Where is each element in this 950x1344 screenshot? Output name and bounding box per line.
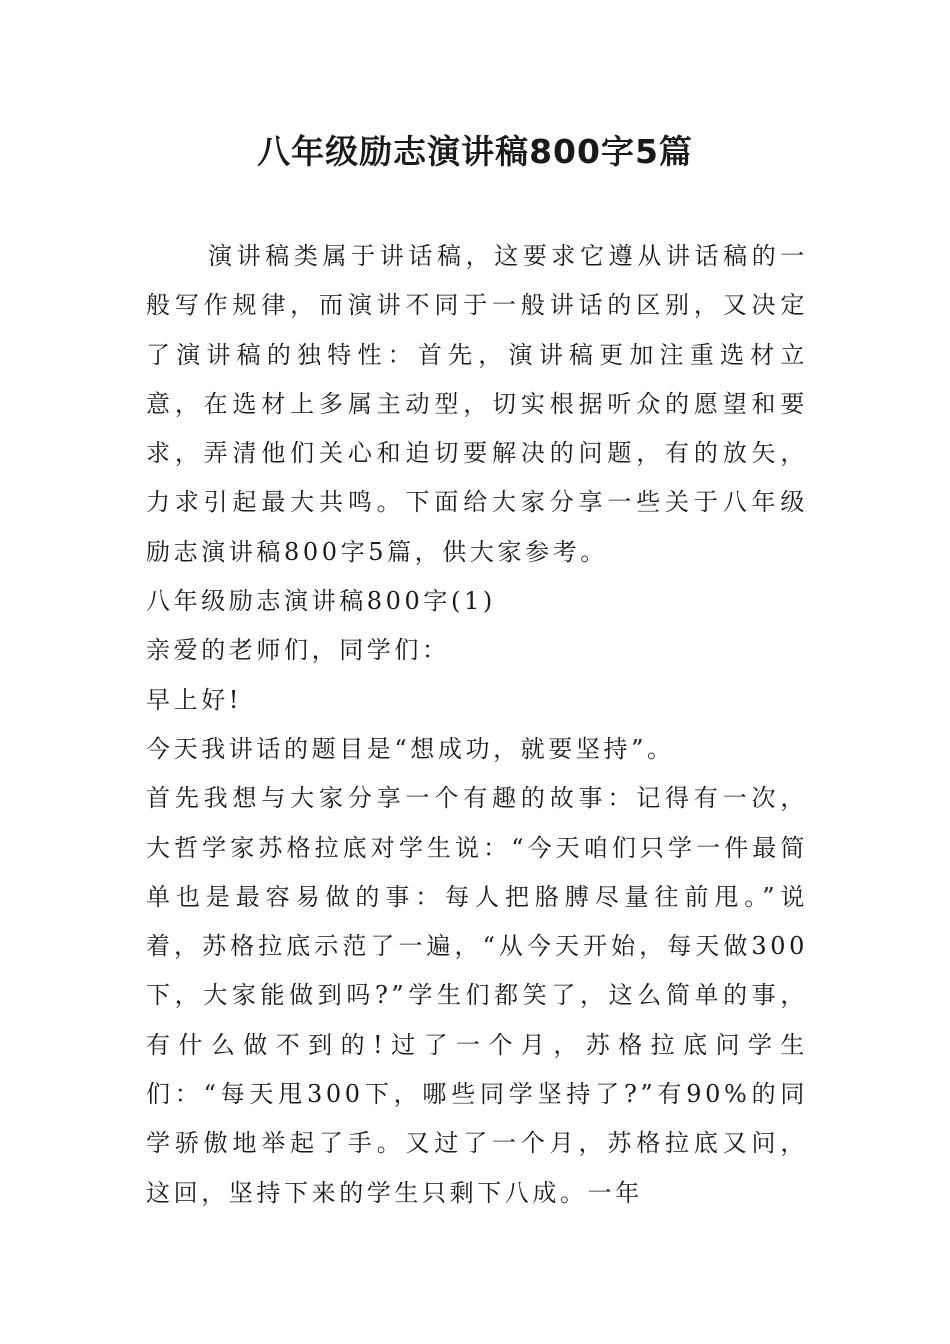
section-heading: 八年级励志演讲稿800字(1) (146, 587, 496, 616)
greeting-paragraph: 早上好! (146, 685, 243, 714)
salutation-paragraph: 亲爱的老师们，同学们： (146, 636, 450, 665)
story-paragraph: 首先我想与大家分享一个有趣的故事：记得有一次，大哲学家苏格拉底对学生说：“今天咱们只学一件最简单也是最容易做的事：每人把胳膊尽量往前甩。”说着，苏格拉底示范了一遍，“从今天开始，每天做300下，大家能做到吗?”学生们都笑了，这么简单的事，有什么做不到的!过了一个月，苏格拉底问学生们：“每天甩300下，哪些同学坚持了?”有90%的同学骄傲地举起了手。又过了一个月，苏格拉底又问，这回，坚持下来的学生只剩下八成。一年 (146, 784, 808, 1207)
document-title: 八年级励志演讲稿800字5篇 (257, 132, 693, 171)
document-body (146, 232, 808, 1218)
intro-paragraph: 演讲稿类属于讲话稿，这要求它遵从讲话稿的一般写作规律，而演讲不同于一般讲话的区别，又决定了演讲稿的独特性：首先，演讲稿更加注重选材立意，在选材上多属主动型，切实根据听众的愿望和要求，弄清他们关心和迫切要解决的问题，有的放矢，力求引起最大共鸣。下面给大家分享一些关于八年级励志演讲稿800字5篇，供大家参考。 (146, 242, 808, 566)
topic-paragraph: 今天我讲话的题目是“想成功，就要坚持”。 (146, 734, 675, 763)
